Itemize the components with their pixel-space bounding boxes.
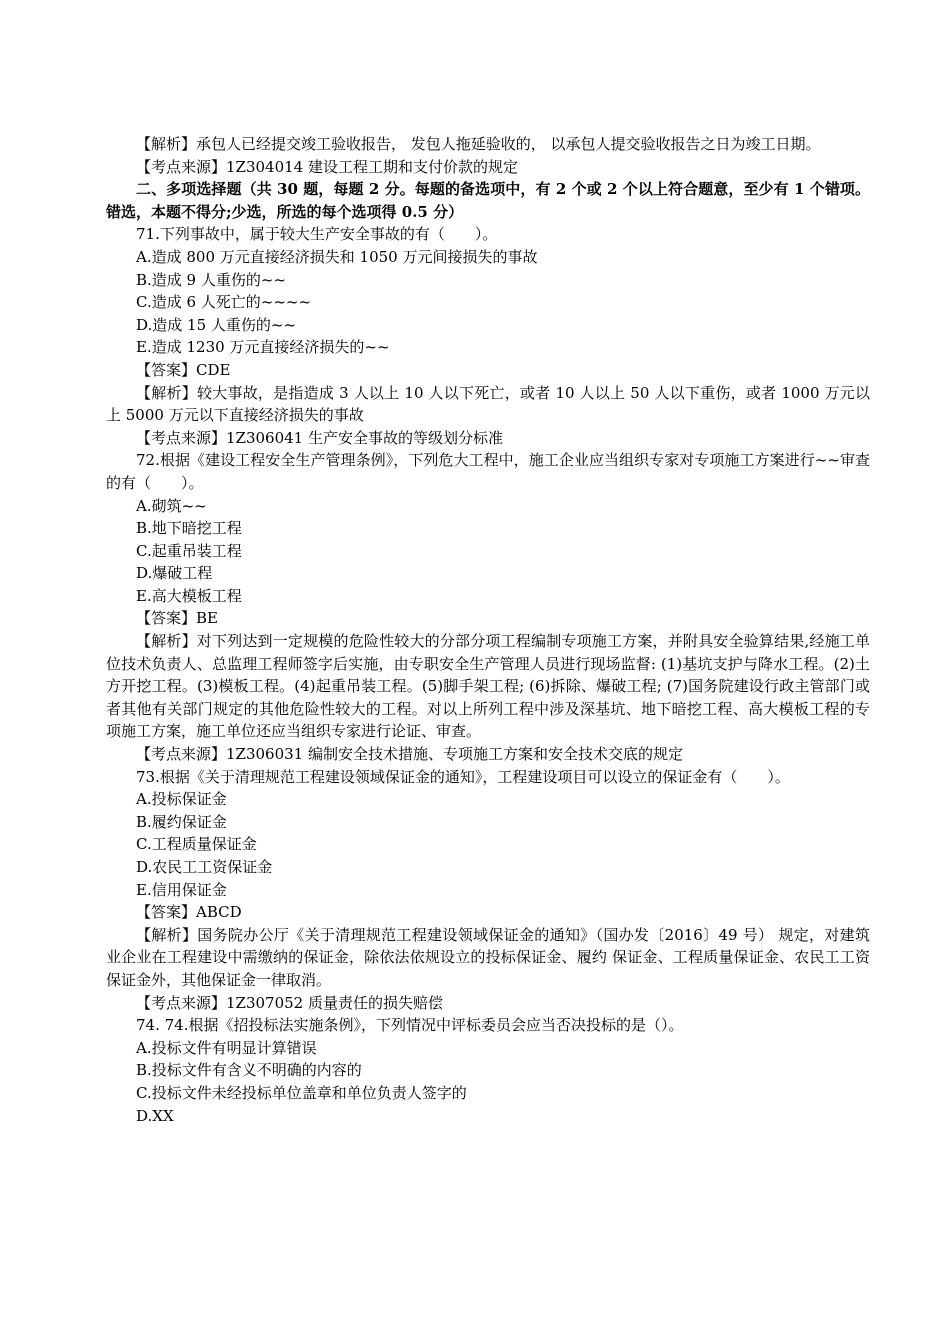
option-d: D.农民工工资保证金	[136, 858, 273, 876]
option-c: C.投标文件未经投标单位盖章和单位负责人签字的	[136, 1083, 467, 1102]
analysis: 【解析】对下列达到一定规模的危险性较大的分部分项工程编制专项施工方案，并附具安全验算结果,经施工单位技术负责人、总监理工程师签字后实施，由专职安全生产管理人员进行现场监督: (1)基坑支护与降水工程。(2)土方开挖工程。(3)模板工程。(4)起重吊装工程。(5)脚手架工程; (6)拆除、爆破工程; (7)国务院建设行政主管部门或者其他有关部门规定的其他危险性较大的工程。对以上所列工程中涉及深基坑、地下暗挖工程、高大模板工程的专项施工方案，施工单位还应当组织专家进行论证、审查。	[106, 632, 870, 741]
option-d: D.造成 15 人重伤的~~	[136, 315, 297, 334]
question-stem: 71.下列事故中，属于较大生产安全事故的有（ ）。	[136, 225, 498, 244]
analysis: 【解析】较大事故，是指造成 3 人以上 10 人以下死亡，或者 10 人以上 50 人以下重伤，或者 1000 万元以上 5000 万元以下直接经济损失的事故	[106, 383, 870, 425]
option-a: A.造成 800 万元直接经济损失和 1050 万元间接损失的事故	[136, 247, 538, 266]
source: 【考点来源】1Z306041 生产安全事故的等级划分标准	[136, 428, 503, 447]
option-b: B.造成 9 人重伤的~~	[136, 270, 287, 289]
question-71	[106, 223, 870, 449]
top-analysis: 【解析】承包人已经提交竣工验收报告， 发包人拖延验收的， 以承包人提交验收报告之日为竣工日期。	[136, 135, 821, 153]
option-a: A.砌筑~~	[136, 496, 207, 515]
question-stem: 74. 74.根据《招投标法实施条例》，下列情况中评标委员会应当否决投标的是（）。	[136, 1016, 684, 1035]
option-a: A.投标保证金	[136, 790, 227, 809]
question-stem: 72.根据《建设工程安全生产管理条例》，下列危大工程中，施工企业应当组织专家对专项施工方案进行~~审查的有（ ）。	[106, 451, 870, 492]
answer: 【答案】BE	[136, 609, 218, 628]
analysis: 【解析】国务院办公厅《关于清理规范工程建设领域保证金的通知》（国办发〔2016〕49 号） 规定，对建筑业企业在工程建设中需缴纳的保证金，除依法依规设立的投标保证金、履约 保证金、工程质量保证金、农民工工资保证金外，其他保证金一律取消。	[106, 925, 870, 989]
option-b: B.履约保证金	[136, 812, 227, 831]
document-content	[106, 133, 870, 1127]
option-b: B.地下暗挖工程	[136, 519, 242, 538]
question-stem: 73.根据《关于清理规范工程建设领域保证金的通知》，工程建设项目可以设立的保证金有（ ）。	[136, 767, 790, 786]
option-c: C.起重吊装工程	[136, 541, 242, 560]
option-b: B.投标文件有含义不明确的内容的	[136, 1061, 362, 1080]
option-e: E.信用保证金	[136, 880, 227, 899]
question-72	[106, 449, 870, 765]
question-74	[106, 1014, 870, 1127]
answer: 【答案】ABCD	[136, 903, 242, 922]
option-c: C.工程质量保证金	[136, 835, 257, 854]
source: 【考点来源】1Z307052 质量责任的损失赔偿	[136, 993, 443, 1012]
section-title: 二、多项选择题（共 30 题，每题 2 分。每题的备选项中，有 2 个或 2 个以上符合题意，至少有 1 个错项。错选，本题不得分;少选，所选的每个选项得 0.5 分）	[106, 180, 870, 221]
question-73	[106, 766, 870, 1015]
option-e: E.高大模板工程	[136, 586, 242, 605]
option-d: D.XX	[136, 1106, 174, 1125]
top-source: 【考点来源】1Z304014 建设工程工期和支付价款的规定	[136, 157, 518, 176]
option-d: D.爆破工程	[136, 564, 213, 583]
option-c: C.造成 6 人死亡的~~~~	[136, 293, 312, 312]
answer: 【答案】CDE	[136, 360, 231, 379]
source: 【考点来源】1Z306031 编制安全技术措施、专项施工方案和安全技术交底的规定	[136, 745, 683, 764]
option-e: E.造成 1230 万元直接经济损失的~~	[136, 338, 390, 357]
option-a: A.投标文件有明显计算错误	[136, 1038, 317, 1057]
